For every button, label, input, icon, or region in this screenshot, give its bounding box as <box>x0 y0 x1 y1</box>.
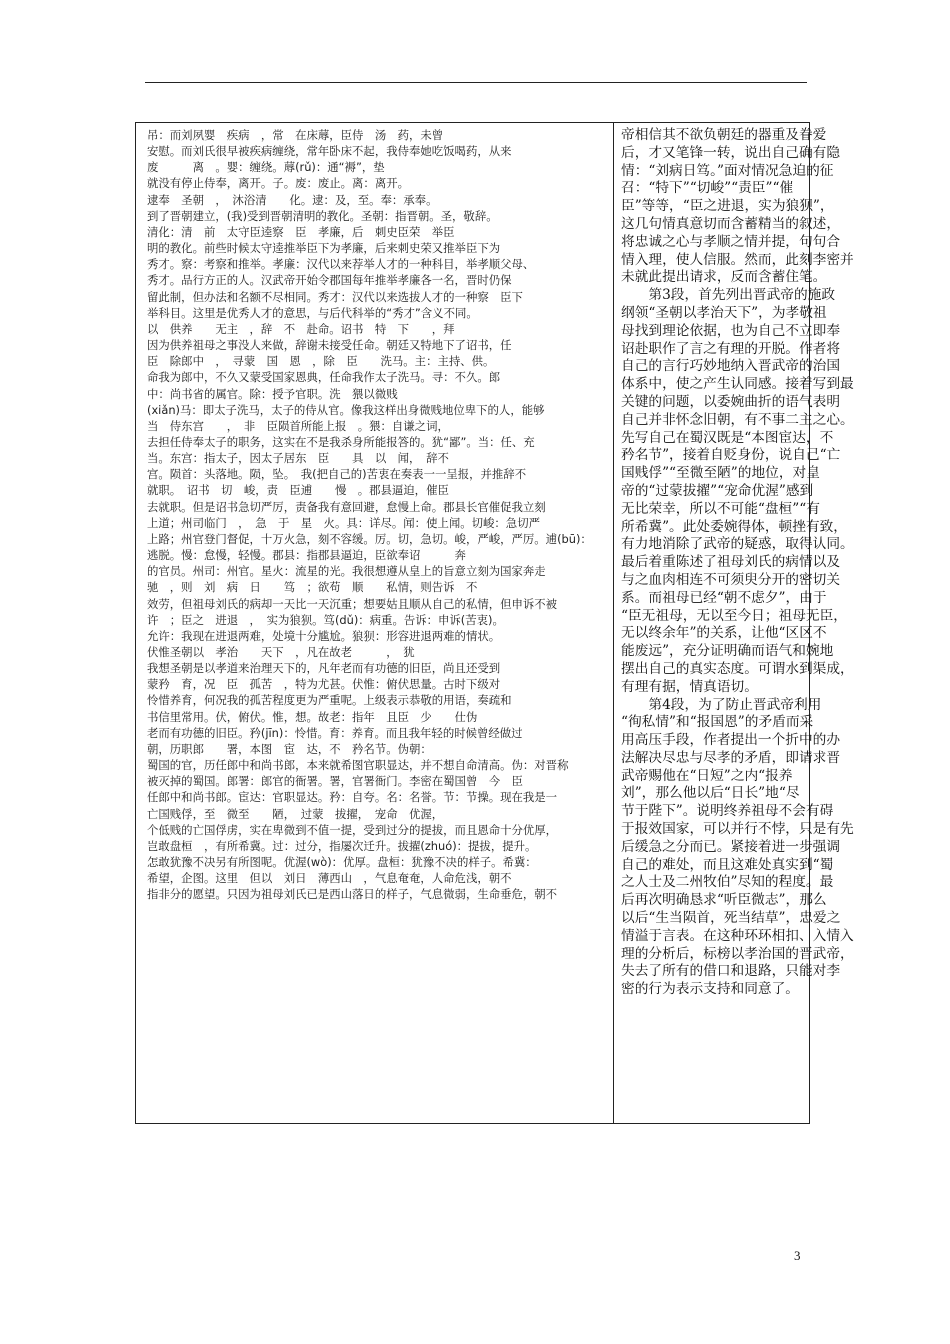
commentary-line: 关键的问题，以委婉曲折的语气表明 <box>621 393 841 410</box>
commentary-line: 用高压手段，作者提出一个折中的办 <box>621 732 841 749</box>
commentary-line: 将忠诚之心与孝顺之情并提，句句合 <box>621 233 841 250</box>
commentary-line: 第3段，首先列出晋武帝的施政 <box>621 287 836 304</box>
commentary-line: 系。而祖母已经“朝不虑夕”，由于 <box>621 589 827 606</box>
annotation-line: 效劳，但祖母刘氏的病却一天比一天沉重；想要姑且顺从自己的私情，但申诉不被 <box>147 596 558 611</box>
commentary-line: 情：“刘病日笃。”面对情况急迫的征 <box>621 162 834 179</box>
annotation-line: 怜惜养育，何况我的孤苦程度更为严重呢。上级表示恭敬的用语，奏疏和 <box>147 693 512 708</box>
commentary-line: “徇私情”和“报国恩”的矛盾而采 <box>621 714 814 731</box>
annotation-line: 去就职。但是诏书急切严厉，责备我有意回避，怠慢上命。郡县长官催促我立刻 <box>147 499 546 514</box>
annotation-line: 安慰。而刘氏很早被疾病缠绕，常年卧床不起，我侍奉她吃饭喝药，从来 <box>147 144 512 159</box>
annotation-line: 举科目。这里是优秀人才的意思，与后代科举的“秀才”含义不同。 <box>147 305 478 320</box>
commentary-line: 体系中，使之产生认同感。接着写到最 <box>621 376 854 393</box>
annotation-line: 上道；州司临门 ， 急 于 星 火。具：详尽。闻：使上闻。切峻：急切严 <box>147 515 540 530</box>
header-rule <box>145 82 807 83</box>
annotation-line: 秀才。品行方正的人。汉武帝开始令郡国每年推举孝廉各一名，晋时仍保 <box>147 273 512 288</box>
annotation-line: 去担任侍奉太子的职务，这实在不是我杀身所能报答的。犹“鄙”。当：任、充 <box>147 434 535 449</box>
commentary-line: 摆出自己的真实态度。可谓水到渠成， <box>621 660 854 677</box>
annotation-column <box>147 127 603 1119</box>
annotation-line: 就没有停止侍奉，离开。子。废：废止。离：离开。 <box>147 176 409 191</box>
annotation-line: 废 离 。婴：缠绕。蓐(rǔ)：通“褥”，垫 <box>147 160 385 175</box>
annotation-line: 因为供养祖母之事没人来做，辞谢未接受任命。朝廷又特地下了诏书，任 <box>147 338 512 353</box>
commentary-line: 之人士及二州牧伯”尽知的程度。最 <box>621 874 834 891</box>
commentary-line: 密的行为表示支持和同意了。 <box>621 981 799 998</box>
commentary-line: 未就此提出请求，反而含蓄住笔。 <box>621 269 827 286</box>
commentary-line: 最后着重陈述了祖母刘氏的病情以及 <box>621 554 841 571</box>
commentary-line: 召：“特下”“切峻”“责臣”“催 <box>621 180 794 197</box>
annotation-line: 蜀国的官，历任郎中和尚书郎，本来就希图官职显达，并不想自命清高。伪：对晋称 <box>147 758 569 773</box>
annotation-line: 命我为郎中，不久又蒙受国家恩典，任命我作太子洗马。寻：不久。郎 <box>147 370 501 385</box>
commentary-line: 刘”，那么他以后“日长”地“尽 <box>621 785 800 802</box>
annotation-line: 到了晋朝建立，(我)受到晋朝清明的教化。圣朝：指晋朝。圣，敬辞。 <box>147 208 498 223</box>
annotation-line: 以 供养 无主 ，辞 不 赴命。诏书 特 下 ，拜 <box>147 321 455 336</box>
commentary-line: 后再次明确恳求“听臣微志”，那么 <box>621 892 827 909</box>
column-divider <box>613 122 614 1124</box>
annotation-line: 个低贱的亡国俘虏，实在卑微到不值一提，受到过分的提拔，而且恩命十分优厚， <box>147 822 558 837</box>
annotation-line: 的官员。州司：州官。星火：流星的光。我很想遵从皇上的旨意立刻为国家奔走 <box>147 564 546 579</box>
page-number: 3 <box>794 1248 801 1263</box>
commentary-line: 第4段，为了防止晋武帝利用 <box>621 696 822 713</box>
commentary-line: 母找到理论依据，也为自己不立即奉 <box>621 322 841 339</box>
commentary-line: 后缓急之分而已。紧接着进一步强调 <box>621 838 841 855</box>
commentary-line: 诏赴职作了言之有理的开脱。作者将 <box>621 340 841 357</box>
annotation-line: 臣 除郎中 ， 寻蒙 国 恩 ，除 臣 洗马。主：主持、供。 <box>147 354 495 369</box>
commentary-line: 帝相信其不欲负朝廷的器重及眷爱 <box>621 127 827 143</box>
annotation-line: 蒙矜 育，况 臣 孤苦 ，特为尤甚。伏惟：俯伏思量。古时下级对 <box>147 677 501 692</box>
annotation-line: 中：尚书省的属官。除：授予官职。洗 猥以微贱 <box>147 386 398 401</box>
annotation-line: 伏惟圣朝以 孝治 天下 ，凡在故老 ， 犹 <box>147 645 415 659</box>
annotation-line: (xiǎn)马：即太子洗马，太子的侍从官。像我这样出身微贱地位卑下的人，能够 <box>147 402 545 417</box>
annotation-line: 留此制，但办法和名额不尽相同。秀才：汉代以来选拔人才的一种察 臣下 <box>147 289 523 304</box>
annotation-line: 任郎中和尚书郎。宦达：官职显达。矜：自夸。名：名誉。节：节操。现在我是一 <box>147 790 558 805</box>
annotation-line: 宫。陨首：头落地。陨，坠。 我(把自己的)苦衷在奏表一一呈报，并推辞不 <box>147 467 527 482</box>
commentary-line: 这几句情真意切而含蓄精当的叙述， <box>621 215 841 232</box>
commentary-line: 法解决尽忠与尽孝的矛盾，即请求晋 <box>621 749 841 766</box>
annotation-line: 上路；州官登门督促，十万火急，刻不容缓。厉。切，急切。峻，严峻，严厉。逋(bū)： <box>147 531 592 546</box>
annotation-line: 希望，企图。这里 但以 刘日 薄西山 ，气息奄奄，人命危浅，朝不 <box>147 871 512 886</box>
commentary-line: 矜名节”，接着自贬身份，说自己“亡 <box>621 447 841 464</box>
commentary-line: 国贱俘”“至微至陋”的地位，对皇 <box>621 465 820 482</box>
commentary-line: 于报效国家，可以并行不悖，只是有先 <box>621 821 854 838</box>
commentary-line: 无比荣幸，所以不可能“盘桓”“有 <box>621 500 820 517</box>
commentary-line: 无以终余年”的关系，让他“区区不 <box>621 625 827 642</box>
commentary-line: 帝的“过蒙拔擢”“宠命优渥”感到 <box>621 482 814 499</box>
commentary-line: 自己的难处，而且这难处真实到“蜀 <box>621 856 834 873</box>
annotation-line: 老而有功德的旧臣。矜(jīn)：怜惜。育：养育。而且我年轻的时候曾经做过 <box>147 725 523 740</box>
annotation-line: 明的教化。前些时候太守逵推举臣下为孝廉，后来刺史荣又推举臣下为 <box>147 241 501 256</box>
annotation-line: 秀才。察：考察和推举。孝廉：汉代以来荐举人才的一种科目，举孝顺父母、 <box>147 257 535 272</box>
commentary-line: 理的分析后，标榜以孝治国的晋武帝， <box>621 945 854 962</box>
commentary-line: 有力地消除了武帝的疑惑，取得认同。 <box>621 536 854 553</box>
annotation-line: 当。东宫：指太子，因太子居东 臣 具 以 闻， 辞不 <box>147 451 449 466</box>
commentary-line: 以后“生当陨首，死当结草”，忠爱之 <box>621 910 841 927</box>
commentary-line: 情溢于言表。在这种环环相扣、入情入 <box>621 927 854 944</box>
commentary-line: 后，才又笔锋一转，说出自己确有隐 <box>621 144 841 161</box>
annotation-line: 吊：而刘夙婴 疾病 ，常 在床蓐，臣侍 汤 药，未曾 <box>147 128 444 142</box>
commentary-line: 能废远”，充分证明确而语气和婉地 <box>621 643 834 660</box>
annotation-line: 指非分的愿望。只因为祖母刘氏已是西山落日的样子，气息微弱，生命垂危，朝不 <box>147 887 558 902</box>
commentary-column <box>621 127 854 1119</box>
annotation-line: 逮奉 圣朝 ， 沐浴清 化。逮：及，至。奉：承奉。 <box>147 192 438 207</box>
commentary-line: 先写自己在蜀汉既是“本图宦达，不 <box>621 429 834 446</box>
annotation-line: 怎敢犹豫不决另有所图呢。优渥(wò)：优厚。盘桓：犹豫不决的样子。希冀： <box>147 855 537 870</box>
annotation-line: 就职。 诏书 切 峻，责 臣逋 慢 。郡县逼迫，催臣 <box>147 483 449 498</box>
annotation-line: 驰 ，则 刘 病 日 笃 ；欲苟 顺 私情，则告诉 不 <box>147 580 478 595</box>
annotation-line: 允许：我现在进退两难，处境十分尴尬。狼狈：形容进退两难的情状。 <box>147 628 501 643</box>
annotation-line: 岂敢盘桓 ，有所希冀。过：过分，指屡次迁升。拔擢(zhuó)：提拔，提升。 <box>147 838 537 853</box>
commentary-line: “臣无祖母，无以至今日；祖母无臣， <box>621 607 847 624</box>
annotation-line: 被灭掉的蜀国。郎署：郎官的衙署。署，官署衙门。李密在蜀国曾 今 臣 <box>147 774 523 789</box>
annotation-line: 当 侍东宫 ， 非 臣陨首所能上报 。猥：自谦之词， <box>147 418 449 433</box>
commentary-line: 有理有据，情真语切。 <box>621 678 758 695</box>
annotation-line: 书信里常用。伏，俯伏。惟，想。故老：指年 且臣 少 仕伪 <box>147 709 478 724</box>
commentary-line: 节于陛下”。说明终养祖母不会有碍 <box>621 803 834 820</box>
annotation-line: 朝，历职郎 署，本图 宦 达，不 矜名节。伪朝： <box>147 741 432 756</box>
commentary-line: 情入理，使人信服。然而，此刻李密并 <box>621 251 854 268</box>
commentary-line: 臣”等等，“臣之进退，实为狼狈”， <box>621 198 834 215</box>
annotation-line: 我想圣朝是以孝道来治理天下的，凡年老而有功德的旧臣，尚且还受到 <box>147 661 501 676</box>
commentary-line: 自己并非怀念旧朝，有不事二主之心。 <box>621 411 854 428</box>
annotation-line: 亡国贱俘，至 微至 陋， 过蒙 拔擢， 宠命 优渥， <box>147 806 444 821</box>
commentary-line: 纲领“圣朝以孝治天下”，为孝敬祖 <box>621 304 827 321</box>
annotation-line: 逃脱。慢：怠慢，轻慢。郡县：指郡县逼迫，臣欲奉诏 奔 <box>147 548 466 563</box>
annotation-line: 许 ；臣之 进退 ， 实为狼狈。笃(dǔ)：病重。告诉：申诉(苦衷)。 <box>147 612 504 627</box>
annotation-line: 清化：清 前 太守臣逵察 臣 孝廉，后 刺史臣荣 举臣 <box>147 224 455 239</box>
commentary-line: 失去了所有的借口和退路，只能对李 <box>621 963 841 980</box>
commentary-line: 与之血肉相连不可须臾分开的密切关 <box>621 571 841 588</box>
commentary-line: 自己的言行巧妙地纳入晋武帝的治国 <box>621 358 841 375</box>
commentary-line: 所希冀”。此处委婉得体，顿挫有致， <box>621 518 847 535</box>
commentary-line: 武帝赐他在“日短”之内“报养 <box>621 767 793 784</box>
